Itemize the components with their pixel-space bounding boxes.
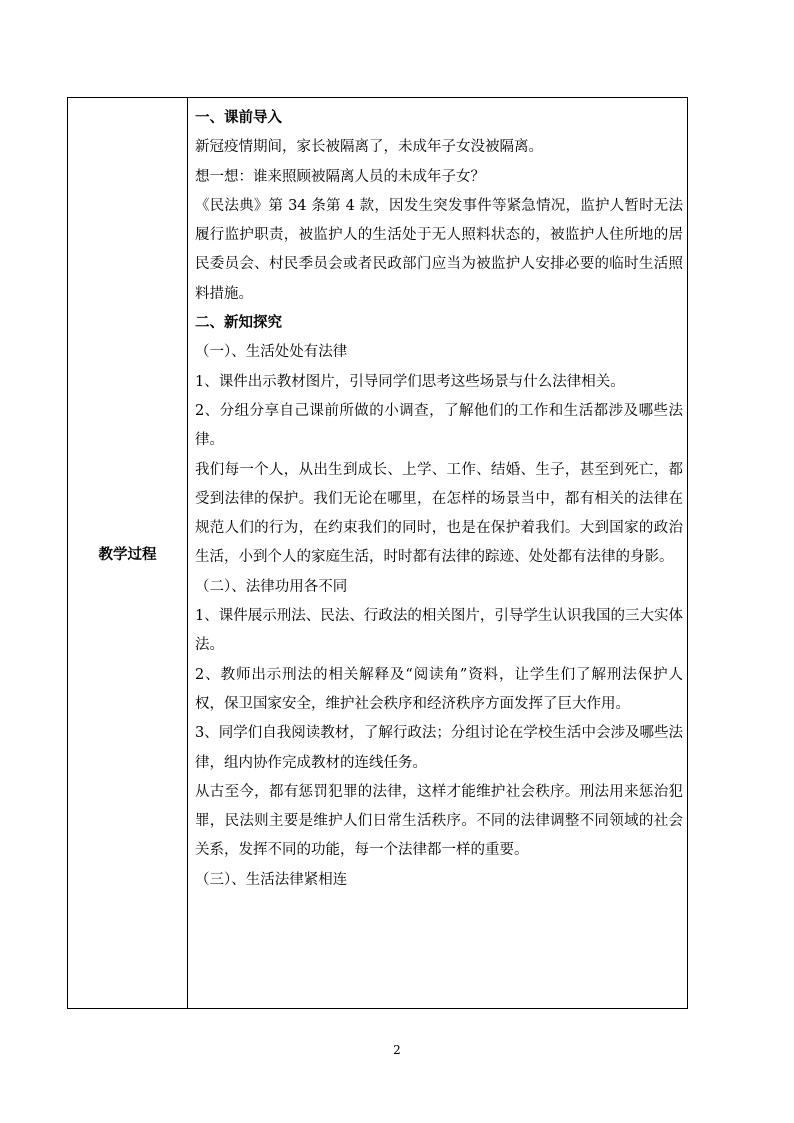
row-label: 教学过程 [98, 546, 157, 563]
table-row [68, 98, 688, 1009]
paragraph: 3、同学们自我阅读教材，了解行政法；分组讨论在学校生活中会涉及哪些法律，组内协作完成教材的连线任务。 [195, 725, 683, 771]
paragraph: 我们每一个人，从出生到成长、上学、工作、结婚、生子，甚至到死亡，都受到法律的保护。我们无论在哪里，在怎样的场景当中，都有相关的法律在规范人们的行为，在约束我们的同时，也是在保护着我们。大到国家的政治生活，小到个人的家庭生活，时时都有法律的踪迹、处处都有法律的身影。 [195, 461, 683, 566]
paragraph: （一）、生活处处有法律 [195, 344, 348, 361]
paragraph: 新冠疫情期间，家长被隔离了，未成年子女没被隔离。 [195, 139, 543, 156]
paragraph: 从古至今，都有惩罚犯罪的法律，这样才能维护社会秩序。刑法用来惩治犯罪，民法则主要是维护人们日常生活秩序。不同的法律调整不同领域的社会关系，发挥不同的功能，每一个法律都一样的重要。 [195, 783, 683, 859]
row-label-cell [68, 98, 188, 1009]
paragraph: 想一想：谁来照顾被隔离人员的未成年子女？ [195, 168, 485, 185]
paragraph: 2、教师出示刑法的相关解释及“阅读角”资料，让学生们了解刑法保护人权，保卫国家安全，维护社会秩序和经济秩序方面发挥了巨大作用。 [195, 666, 683, 712]
section-heading: 一、课前导入 [195, 110, 282, 126]
lesson-plan-table [67, 97, 688, 1009]
paragraph: （二）、法律功用各不同 [195, 578, 348, 595]
content-cell [188, 98, 688, 1009]
paragraph: 2、分组分享自己课前所做的小调查，了解他们的工作和生活都涉及哪些法律。 [195, 402, 683, 449]
paragraph: 《民法典》第 34 条第 4 款，因发生突发事件等紧急情况，监护人暂时无法履行监护职责，被监护人的生活处于无人照料状态的，被监护人住所地的居民委员会、村民季员会或者民政部门应当为被监护人安排必要的临时生活照料措施。 [195, 197, 683, 302]
paragraph: 1、课件展示刑法、民法、行政法的相关图片，引导学生认识我国的三大实体法。 [195, 608, 683, 654]
section-heading: 二、新知探究 [195, 315, 282, 332]
page-number: 2 [393, 1043, 401, 1057]
paragraph: 1、课件出示教材图片，引导同学们思考这些场景与什么法律相关。 [195, 373, 625, 390]
paragraph: （三）、生活法律紧相连 [195, 871, 348, 888]
lesson-content [195, 104, 687, 895]
